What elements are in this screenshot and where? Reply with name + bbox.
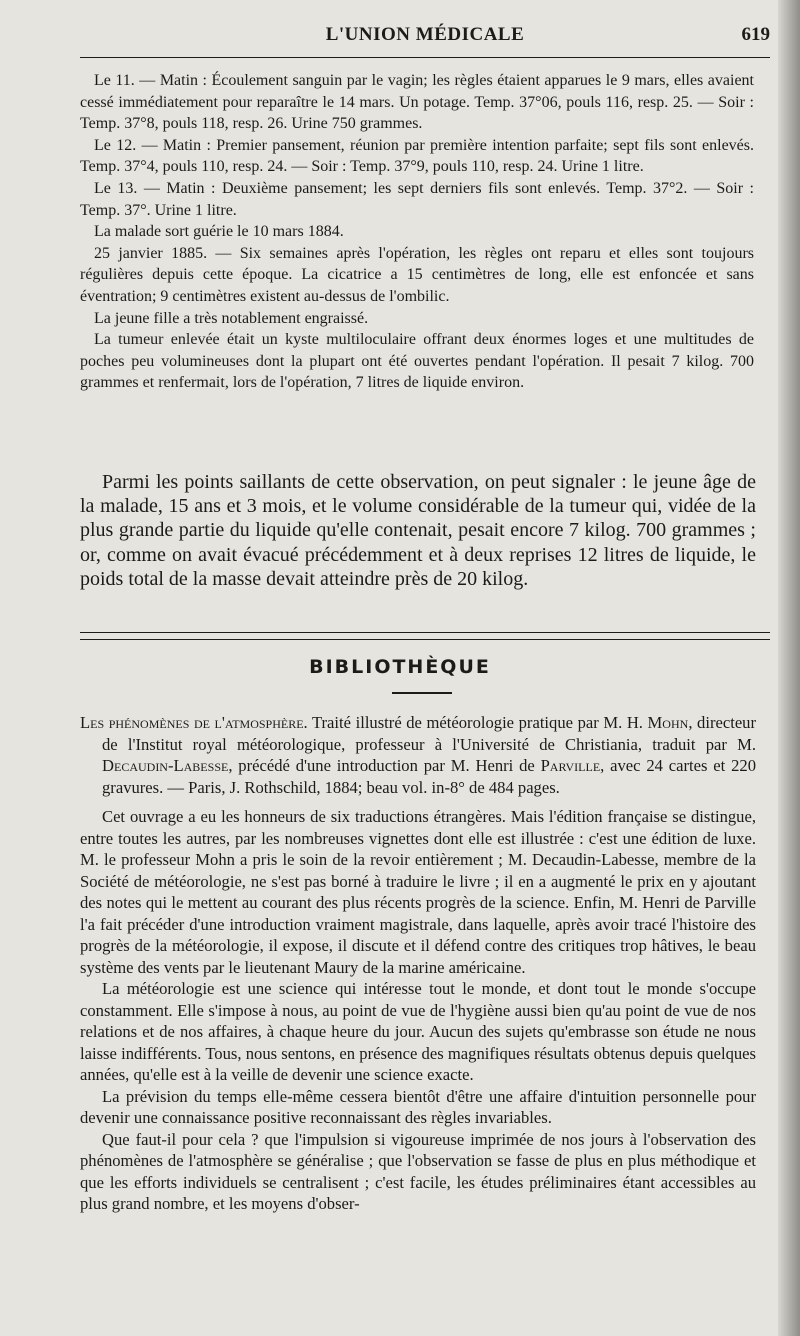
case-notes — [80, 70, 754, 394]
book-author: Mohn — [647, 713, 689, 732]
book-review — [80, 712, 756, 1215]
ref-text-4: , avec 24 cartes et 220 gravures. — Paris, J. Rothschild, 1884; beau vol. in-8° de 484 pages. — [102, 756, 756, 797]
header-rule — [80, 57, 770, 58]
review-paragraph: La météorologie est une science qui intéresse tout le monde, et dont tout le monde s'occupe constamment. Elle s'impose à nous, au point de vue de l'hygiène aussi bien qu'au point de vue de nos relations et de nos affaires, à chaque heure du jour. Aucun des sujets qu'embrasse son étude ne nous laisse indifférents. Tous, nous sentons, en présence des magnifiques résultats obtenus depuis quelques années, qu'elle est à la veille de devenir une science exacte. — [80, 979, 756, 1084]
observation-text: Parmi les points saillants de cette observation, on peut signaler : le jeune âge de la malade, 15 ans et 3 mois, et le volume considérable de la tumeur qui, vidée de la plus grande partie du liquide qu'elle contenait, pesait encore 7 kilog. 700 grammes ; or, comme on avait évacué précédemment et à deux reprises 12 litres de liquide, le poids total de la masse devait atteindre près de 20 kilog. — [80, 471, 756, 590]
case-note-followup: 25 janvier 1885. — Six semaines après l'opération, les règles ont reparu et elles sont toujours régulières depuis cette époque. La cicatrice a 15 centimètres de long, elle est enfoncée et sans éventration; 9 centimètres existent au-dessus de l'ombilic. — [80, 244, 754, 305]
case-note-12: Le 12. — Matin : Premier pansement, réunion par première intention parfaite; sept fils sont enlevés. Temp. 37°4, pouls 110, resp. 24. — Soir : Temp. 37°9, pouls 110, resp. 24. Urine 1 litre. — [80, 136, 754, 176]
ref-text-3: , précédé d'une introduction par M. Henri de — [228, 756, 541, 775]
case-note-tumor: La tumeur enlevée était un kyste multiloculaire offrant deux énormes loges et une multitudes de poches peu volumineuses dont la plupart ont été ouvertes pendant l'opération. Il pesait 7 kilog. 700 grammes et renfermait, lors de l'opération, 7 litres de liquide environ. — [80, 331, 754, 392]
case-note-11: Le 11. — Matin : Écoulement sanguin par le vagin; les règles étaient apparues le 9 mars, elles avaient cessé immédiatement pour reparaître le 14 mars. Un potage. Temp. 37°06, pouls 116, resp. 25. — Soir : Temp. 37°8, pouls 118, resp. 26. Urine 750 grammes. — [80, 72, 754, 133]
review-paragraph: Cet ouvrage a eu les honneurs de six traductions étrangères. Mais l'édition française se distingue, entre toutes les autres, par les nombreuses vignettes dont elle est illustrée : c'est une édition de luxe. M. le professeur Mohn a pris le soin de la revoir entièrement ; M. Decaudin-Labesse, membre de la Société de météorologie, ne s'est pas borné à traduire le livre ; il en a augmenté le prix en y ajoutant des notes qui le mettent au courant des plus récents progrès de la science. Enfin, M. Henri de Parville l'a fait précéder d'une introduction vraiment magistrale, dans laquelle, après avoir tracé l'histoire des progrès de la météorologie, il expose, il discute et il défend contre des critiques trop hâtives, le beau système des vents par le lieutenant Maury de la marine américaine. — [80, 807, 756, 977]
ref-text-1: Traité illustré de météorologie pratique par M. H. — [307, 713, 648, 732]
section-title-underline — [392, 692, 452, 694]
book-intro-author: Parville — [540, 756, 601, 775]
case-note-discharge: La malade sort guérie le 10 mars 1884. — [94, 223, 344, 241]
page-number: 619 — [741, 24, 770, 45]
section-title: BIBLIOTHÈQUE — [309, 656, 491, 678]
review-paragraph: Que faut-il pour cela ? que l'impulsion si vigoureuse imprimée de nos jours à l'observation des phénomènes de l'atmosphère se généralise ; que l'observation se fasse de plus en plus méthodique et que les efforts individuels se centralisent ; c'est facile, les études préliminaires étant accessibles au plus grand nombre, et les moyens d'obser- — [80, 1129, 756, 1213]
ref-text-2: , directeur de l'Institut royal météorologique, professeur à l'Université de Christiania, traduit par M. — [102, 713, 757, 754]
review-body — [80, 806, 756, 1215]
case-note-13: Le 13. — Matin : Deuxième pansement; les sept derniers fils sont enlevés. Temp. 37°2. — Soir : Temp. 37°. Urine 1 litre. — [80, 179, 754, 219]
section-divider — [80, 632, 770, 640]
book-translator: Decaudin-Labesse — [102, 756, 229, 775]
case-note-weight: La jeune fille a très notablement engraissé. — [94, 309, 369, 327]
book-title: Les phénomènes de l'atmosphère. — [80, 713, 308, 732]
review-paragraph: La prévision du temps elle-même cessera bientôt d'être une affaire d'intuition personnelle pour devenir une connaissance positive reconnaissant des règles invariables. — [80, 1086, 756, 1127]
journal-title: L'UNION MÉDICALE — [325, 24, 525, 45]
observation-paragraph — [80, 470, 756, 591]
running-header — [80, 22, 770, 54]
book-reference — [80, 712, 756, 798]
